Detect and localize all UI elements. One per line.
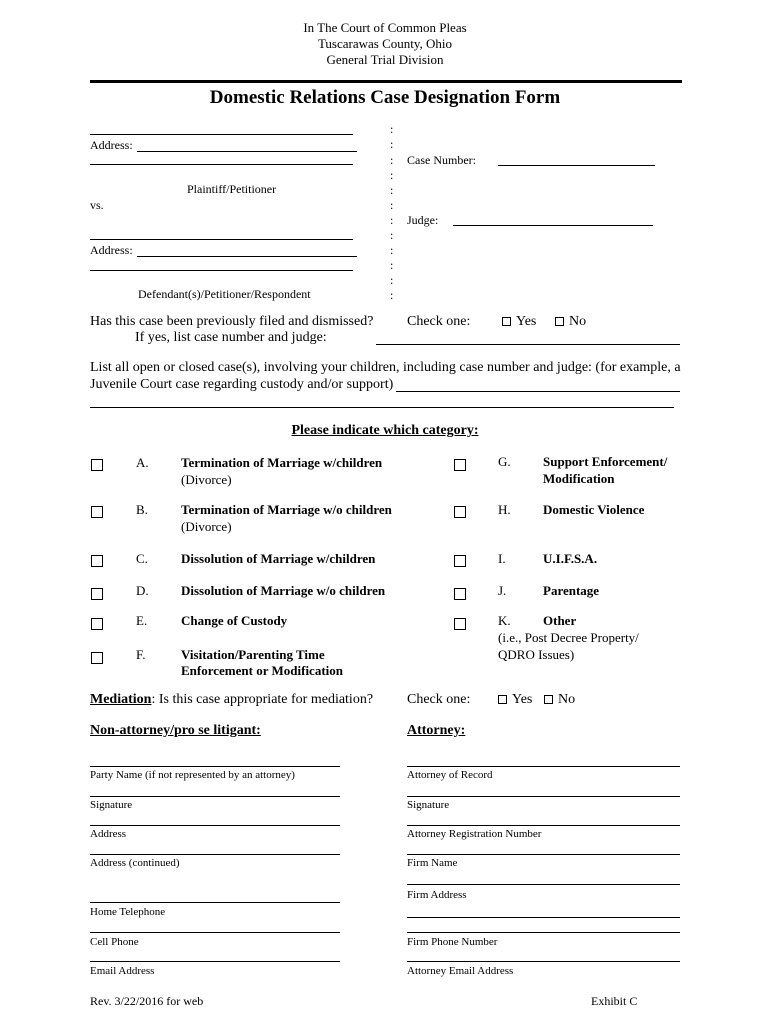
prior-case-line[interactable]	[376, 344, 680, 345]
mediation-no-option[interactable]: No	[544, 692, 575, 708]
pro-se-heading: Non-attorney/pro se litigant:	[90, 723, 261, 738]
caption-colon: :	[390, 137, 394, 151]
caption-colon: :	[390, 273, 394, 287]
mediation-no-checkbox[interactable]	[544, 695, 553, 704]
caption-colon: :	[390, 183, 394, 197]
defendant-label: Defendant(s)/Petitioner/Respondent	[138, 287, 311, 301]
attorney-registration-line[interactable]	[407, 825, 680, 826]
email-line[interactable]	[90, 961, 340, 962]
caption-colon: :	[390, 288, 394, 302]
defendant-address-line[interactable]	[137, 256, 357, 257]
category-f-title-2: Enforcement or Modification	[181, 663, 343, 678]
court-name: In The Court of Common Pleas	[303, 20, 467, 35]
party-address-label: Address	[90, 828, 127, 840]
category-i-title: U.I.F.S.A.	[543, 551, 598, 566]
category-e-title: Change of Custody	[181, 613, 288, 628]
firm-phone-label: Firm Phone Number	[407, 936, 498, 948]
division-name: General Trial Division	[326, 52, 444, 67]
category-h-letter: H.	[498, 502, 511, 517]
prior-filing-no-option[interactable]: No	[555, 314, 586, 330]
category-j-letter: J.	[498, 583, 507, 598]
mediation-question: Mediation: Is this case appropriate for mediation?	[90, 692, 374, 707]
category-k-letter: K.	[498, 613, 511, 628]
category-c-letter: C.	[136, 551, 148, 566]
revision-date: Rev. 3/22/2016 for web	[90, 994, 204, 1008]
party-name-label: Party Name (if not represented by an attorney)	[90, 769, 295, 781]
attorney-email-line[interactable]	[407, 961, 680, 962]
attorney-email-label: Attorney Email Address	[407, 965, 514, 977]
case-number-label: Case Number:	[407, 153, 476, 167]
email-label: Email Address	[90, 965, 155, 977]
category-k-note-2: QDRO Issues)	[498, 647, 575, 662]
caption-colon: :	[390, 243, 394, 257]
caption-colon: :	[390, 258, 394, 272]
home-telephone-line[interactable]	[90, 902, 340, 903]
party-address-continued-label: Address (continued)	[90, 857, 180, 869]
prior-filing-check-one: Check one:	[407, 314, 471, 329]
category-c-checkbox[interactable]	[91, 555, 103, 567]
mediation-yes-option[interactable]: Yes	[498, 692, 532, 708]
category-a-letter: A.	[136, 455, 149, 470]
category-a-checkbox[interactable]	[91, 459, 103, 471]
judge-label: Judge:	[407, 213, 439, 227]
home-telephone-label: Home Telephone	[90, 906, 166, 918]
category-b-letter: B.	[136, 502, 148, 517]
category-e-checkbox[interactable]	[91, 618, 103, 630]
caption-colon: :	[390, 168, 394, 182]
category-h-checkbox[interactable]	[454, 506, 466, 518]
party-signature-label: Signature	[90, 799, 133, 811]
firm-address-line-2[interactable]	[407, 917, 680, 918]
category-i-checkbox[interactable]	[454, 555, 466, 567]
category-j-checkbox[interactable]	[454, 588, 466, 600]
plaintiff-label: Plaintiff/Petitioner	[187, 182, 277, 196]
category-k-title: Other	[543, 613, 577, 628]
mediation-yes-checkbox[interactable]	[498, 695, 507, 704]
case-number-line[interactable]	[498, 165, 655, 166]
category-h-title: Domestic Violence	[543, 502, 645, 517]
mediation-check-one: Check one:	[407, 692, 471, 707]
category-k-checkbox[interactable]	[454, 618, 466, 630]
plaintiff-address-label: Address:	[90, 138, 133, 152]
firm-name-line[interactable]	[407, 854, 680, 855]
caption-colon: :	[390, 198, 394, 212]
party-address-line[interactable]	[90, 825, 340, 826]
category-a-note: (Divorce)	[181, 472, 232, 487]
attorney-registration-label: Attorney Registration Number	[407, 828, 542, 840]
category-k-note-1: (i.e., Post Decree Property/	[498, 630, 639, 645]
category-heading: Please indicate which category:	[291, 423, 479, 438]
firm-address-line[interactable]	[407, 884, 680, 885]
category-e-letter: E.	[136, 613, 148, 628]
plaintiff-name-line[interactable]	[90, 134, 353, 135]
party-signature-line[interactable]	[90, 796, 340, 797]
defendant-name-line[interactable]	[90, 239, 353, 240]
category-b-checkbox[interactable]	[91, 506, 103, 518]
category-f-title: Visitation/Parenting Time	[181, 647, 325, 662]
mediation-label: Mediation	[90, 692, 152, 707]
prior-filing-if-yes: If yes, list case number and judge:	[135, 330, 327, 345]
attorney-signature-label: Signature	[407, 799, 450, 811]
form-title: Domestic Relations Case Designation Form	[209, 87, 561, 108]
no-checkbox[interactable]	[555, 317, 564, 326]
party-name-line[interactable]	[90, 766, 340, 767]
category-d-checkbox[interactable]	[91, 588, 103, 600]
category-g-checkbox[interactable]	[454, 459, 466, 471]
caption-colon: :	[390, 228, 394, 242]
category-g-letter: G.	[498, 454, 511, 469]
category-g-title-2: Modification	[543, 471, 615, 486]
category-b-note: (Divorce)	[181, 519, 232, 534]
children-cases-text-1: List all open or closed case(s), involving your children, including case number and judge: (for example, a	[90, 360, 681, 375]
defendant-address-label: Address:	[90, 243, 133, 257]
children-cases-line-1[interactable]	[396, 391, 680, 392]
category-b-title: Termination of Marriage w/o children	[181, 502, 392, 517]
category-f-checkbox[interactable]	[91, 652, 103, 664]
vs-label: vs.	[90, 198, 104, 212]
party-address-continued-line[interactable]	[90, 854, 340, 855]
caption-colon: :	[390, 153, 394, 167]
header-rule	[90, 80, 682, 83]
exhibit-label: Exhibit C	[591, 994, 638, 1008]
category-d-letter: D.	[136, 583, 149, 598]
yes-checkbox[interactable]	[502, 317, 511, 326]
attorney-of-record-label: Attorney of Record	[407, 769, 493, 781]
firm-address-label: Firm Address	[407, 889, 467, 901]
cell-phone-line[interactable]	[90, 932, 340, 933]
plaintiff-address-line[interactable]	[137, 151, 357, 152]
category-d-title: Dissolution of Marriage w/o children	[181, 583, 386, 598]
defendant-address-line-2[interactable]	[90, 270, 353, 271]
category-j-title: Parentage	[543, 583, 600, 598]
prior-filing-question: Has this case been previously filed and dismissed?	[90, 314, 374, 329]
category-i-letter: I.	[498, 551, 506, 566]
children-cases-text-2: Juvenile Court case regarding custody and/or support)	[90, 377, 394, 392]
caption-colon: :	[390, 122, 394, 136]
category-g-title: Support Enforcement/	[543, 454, 668, 469]
children-cases-line-2[interactable]	[90, 407, 674, 408]
prior-filing-yes-option[interactable]: Yes	[502, 314, 536, 330]
category-a-title: Termination of Marriage w/children	[181, 455, 383, 470]
county-name: Tuscarawas County, Ohio	[317, 36, 453, 51]
category-f-letter: F.	[136, 647, 146, 662]
attorney-signature-line[interactable]	[407, 796, 680, 797]
judge-line[interactable]	[453, 225, 653, 226]
firm-phone-line[interactable]	[407, 932, 680, 933]
cell-phone-label: Cell Phone	[90, 936, 139, 948]
category-c-title: Dissolution of Marriage w/children	[181, 551, 376, 566]
caption-colon: :	[390, 213, 394, 227]
plaintiff-address-line-2[interactable]	[90, 164, 353, 165]
attorney-of-record-line[interactable]	[407, 766, 680, 767]
attorney-heading: Attorney:	[407, 723, 466, 738]
firm-name-label: Firm Name	[407, 857, 458, 869]
